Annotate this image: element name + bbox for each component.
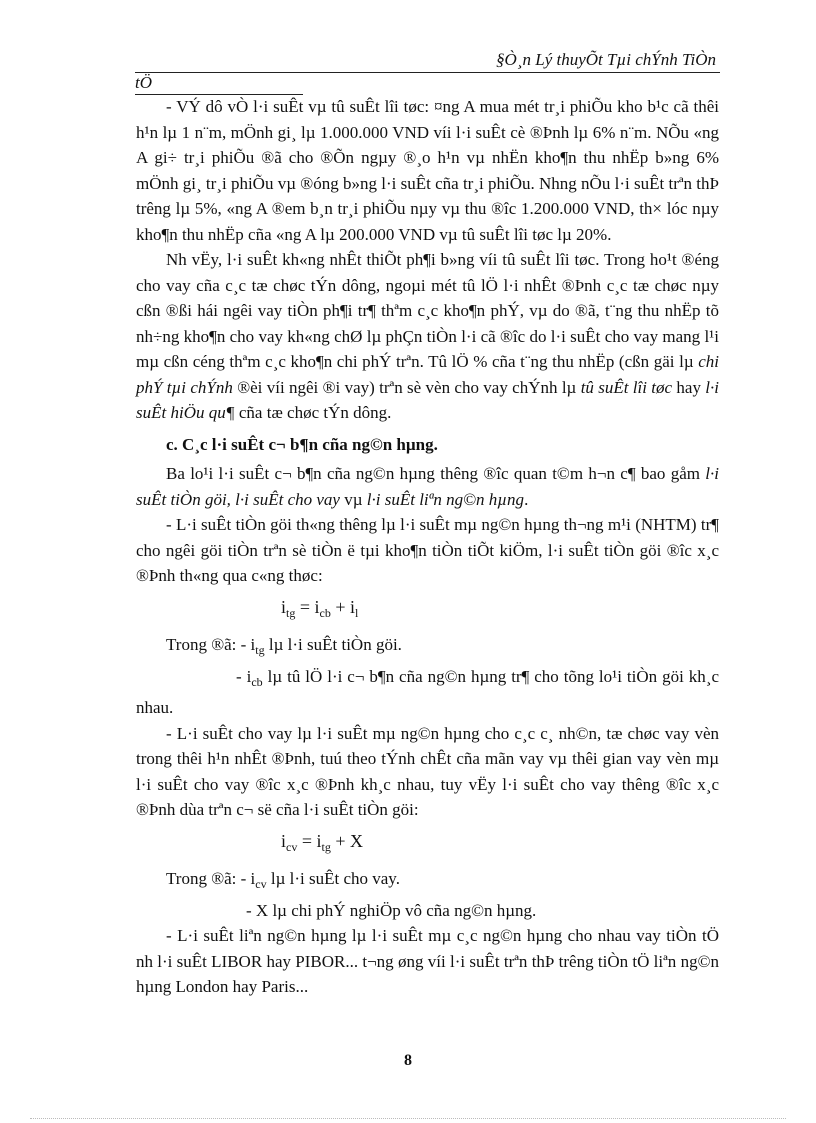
emphasis-financial-cost: chi phÝ tµi chÝnh xyxy=(136,352,719,397)
formula-sub: cv xyxy=(255,877,267,891)
section-heading: c. C¸c l·i suÊt c¬ b¶n cña ng©n hµng. xyxy=(166,434,438,454)
emphasis-effective-rate: l·i suÊt hiÖu qu¶ xyxy=(136,377,719,422)
text-span: lµ l·i suÊt tiÒn göi. xyxy=(264,635,402,654)
formula-part: i xyxy=(281,596,287,617)
formula-sub: l xyxy=(355,605,359,620)
formula-lending-rate xyxy=(281,829,719,861)
text-span: vµ xyxy=(339,489,367,509)
running-header-title: §Ò¸n Lý thuyÕt Tµi chÝnh TiÒn xyxy=(496,50,716,69)
formula-sub: cv xyxy=(286,839,298,854)
text-span: hay xyxy=(672,377,706,397)
document-body xyxy=(136,94,719,1000)
page-number: 8 xyxy=(404,1052,412,1069)
text-span: Trong ®ã: - i xyxy=(166,635,256,654)
paragraph-deposit-rate: - L·i suÊt tiÒn göi th«ng thêng lµ l·i suÊt mµ ng©n hµng th¬ng m¹i (NHTM) tr¶ cho ngêi göi tiÒn trªn sè tiÒn ë tµi kho¶n tiÒn tiÕt kiÖm, l·i suÊt tiÒn göi ®îc x¸c ®Þnh th«ng qua c«ng thøc: xyxy=(136,515,719,585)
formula-sub: cb xyxy=(319,605,331,620)
formula-sub: tg xyxy=(321,839,331,854)
formula-part: i xyxy=(281,830,287,851)
formula-sub: tg xyxy=(255,643,265,657)
text-span: Ba lo¹i l·i suÊt c¬ b¶n cña ng©n hµng thêng ®îc quan t©m h¬n c¶ bao gåm xyxy=(166,464,706,483)
paragraph-interbank-rate: - L·i suÊt liªn ng©n hµng lµ l·i suÊt mµ c¸c ng©n hµng cho nhau vay tiÒn tÖ nh l·i suÊt LIBOR hay PIBOR... t¬ng øng víi l·i suÊt trªn thÞ trêng tiÒn tÖ liªn ng©n hµng London hay Paris... xyxy=(136,926,719,996)
paragraph-where-icb xyxy=(136,664,719,721)
formula-part: = i xyxy=(297,830,322,851)
text-span: ®èi víi ngêi ®i vay) trªn sè vèn cho vay chÝnh lµ xyxy=(232,377,581,397)
text-span: lµ tû lÖ l·i c¬ b¶n cña ng©n hµng tr¶ cho tõng lo¹i tiÒn göi kh¸c nhau. xyxy=(136,666,719,717)
formula-sub: tg xyxy=(286,605,296,620)
paragraph-where-icv xyxy=(136,866,719,898)
paragraph-interest-vs-yield xyxy=(136,247,719,426)
running-header-tail: tÖ xyxy=(135,73,152,92)
header-rule xyxy=(135,72,720,73)
paragraph-where-x: - X lµ chi phÝ nghiÖp vô cña ng©n hµng. xyxy=(246,900,537,920)
emphasis-rates: l·i suÊt tiÒn göi, l·i suÊt cho vay xyxy=(136,464,719,509)
paragraph-three-rates xyxy=(136,461,719,512)
text-span: cña tæ chøc tÝn dông. xyxy=(234,403,392,422)
text-span: Nh vËy, l·i suÊt kh«ng nhÊt thiÕt ph¶i b»ng víi tû suÊt lîi tøc. Trong ho¹t ®éng cho vay cña c¸c tæ chøc tÝn dông, ngoµi mét tû lÖ l·i nhÊt ®Þnh c¸c tæ chøc nµy cßn ®ßi hái ngêi vay tiÒn ph¶i tr¶ thªm c¸c kho¶n phÝ, vµ do ®ã, t¨ng thu nhËp tõ nh÷ng kho¶n cho vay kh«ng chØ lµ phÇn tiÒn l·i cã ®îc do l·i suÊt cho vay mang l¹i mµ cßn céng thªm c¸c kho¶n chi phÝ trªn. Tû lÖ % cña t¨ng thu nhËp (cßn gäi lµ xyxy=(136,250,719,371)
formula-deposit-rate xyxy=(281,595,719,627)
emphasis-interbank: l·i suÊt liªn ng©n hµng xyxy=(366,489,525,509)
emphasis-yield: tû suÊt lîi tøc xyxy=(580,377,673,397)
paragraph-example: - VÝ dô vÒ l·i suÊt vµ tû suÊt lîi tøc: ¤ng A mua mét tr¸i phiÕu kho b¹c cã thêi h¹n lµ 1 n¨m, mÖnh gi¸ lµ 1.000.000 VND víi l·i suÊt cè ®Þnh lµ 6% n¨m. NÕu «ng A gi÷ tr¸i phiÕu ®ã cho ®Õn ngµy ®¸o h¹n vµ nhËn kho¶n thu nhËp b»ng 6% mÖnh gi¸ tr¸i phiÕu vµ ®óng b»ng l·i suÊt cña tr¸i phiÕu. Nhng nÕu l·i suÊt trªn thÞ trêng lµ 5%, «ng A ®em b¸n tr¸i phiÕu nµy vµ thu ®îc 1.200.000 VND, th× lóc nµy kho¶n thu nhËp cña «ng A lµ 200.000 VND vµ tû suÊt lîi tøc lµ 20%. xyxy=(136,97,719,244)
paragraph-lending-rate: - L·i suÊt cho vay lµ l·i suÊt mµ ng©n hµng cho c¸c c¸ nh©n, tæ chøc vay vèn trong thêi h¹n nhÊt ®Þnh, tuú theo tÝnh chÊt cña mãn vay vµ thêi gian vay vèn mµ l·i suÊt cho vay ®îc x¸c ®Þnh kh¸c nhau, tuy vËy l·i suÊt cho vay thêng ®îc x¸c ®Þnh dùa trªn c¬ së cña l·i suÊt tiÒn göi: xyxy=(136,723,719,819)
footer-dotted-line xyxy=(30,1118,786,1119)
formula-part: + X xyxy=(330,830,363,851)
paragraph-where-itg xyxy=(136,632,719,664)
text-span: lµ l·i suÊt cho vay. xyxy=(266,869,400,888)
text-span: . xyxy=(524,489,529,509)
formula-sub: cb xyxy=(251,674,263,689)
formula-part: = i xyxy=(295,596,320,617)
formula-part: + i xyxy=(330,596,355,617)
text-span: Trong ®ã: - i xyxy=(166,869,256,888)
text-span: - i xyxy=(236,666,252,686)
